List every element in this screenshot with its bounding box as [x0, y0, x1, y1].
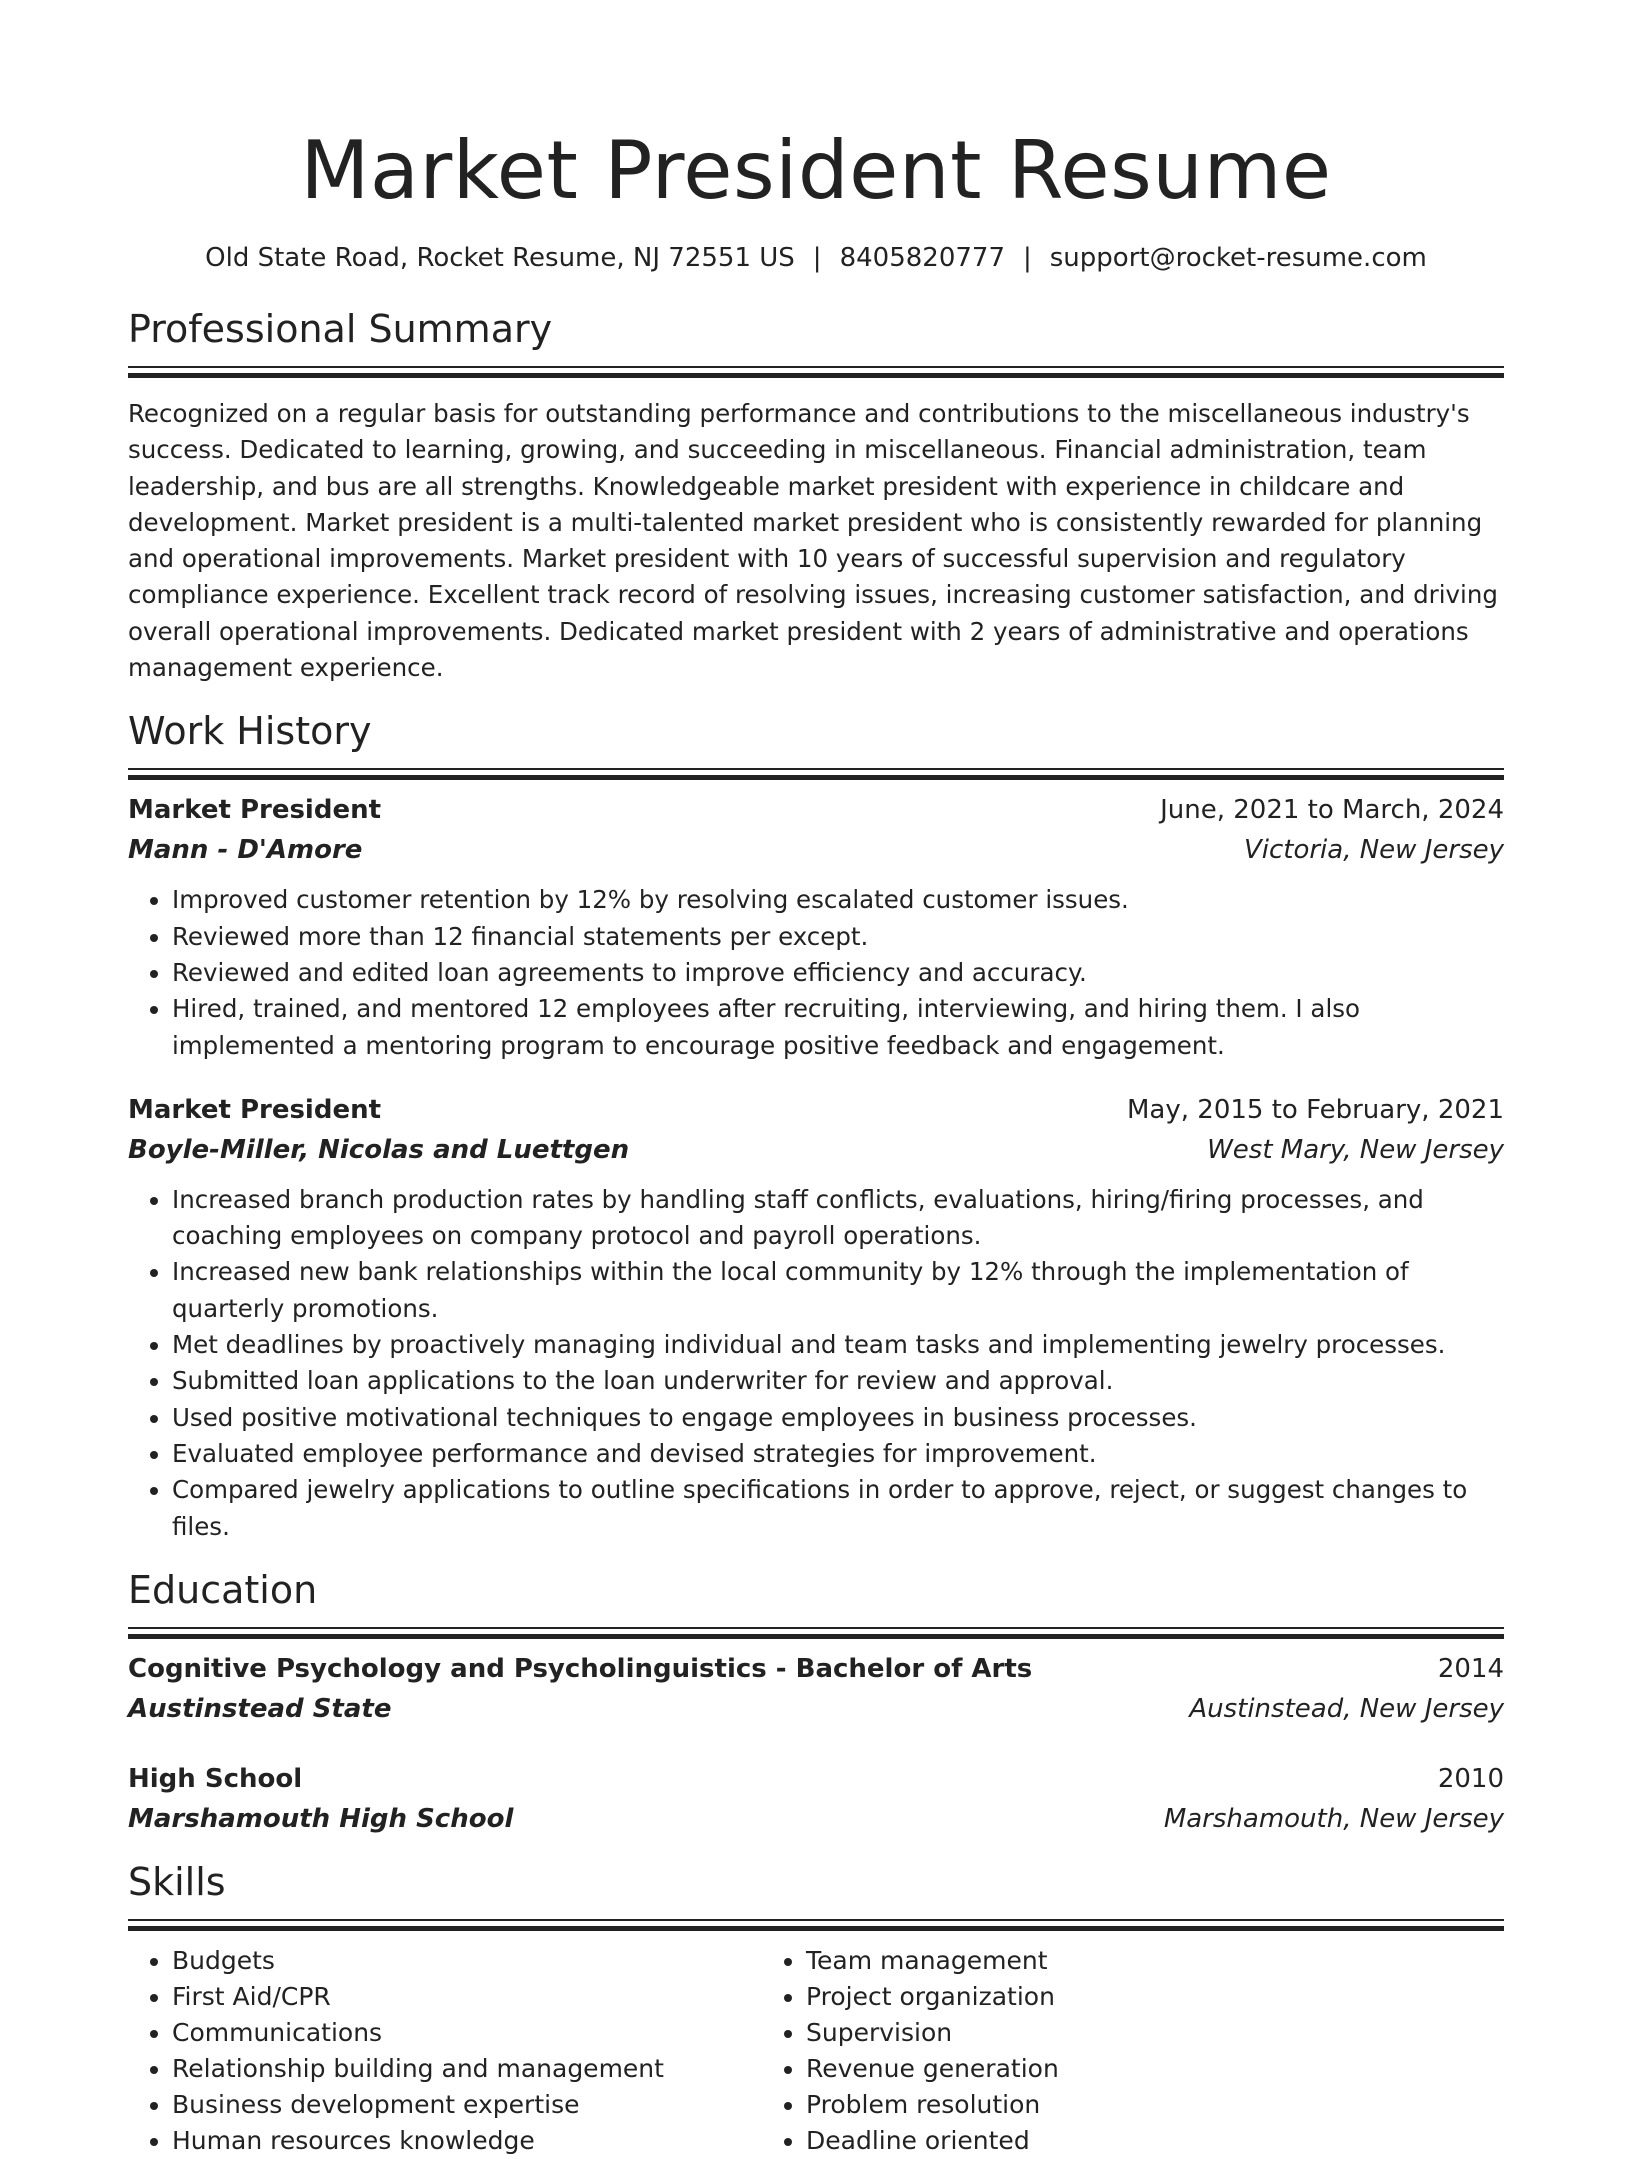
skill-item: • Business development expertise — [172, 2087, 762, 2123]
education-school: Austinstead State — [128, 1693, 392, 1724]
skills-section — [128, 1859, 1504, 2159]
skills-columns — [128, 1943, 1504, 2159]
list-item: • Compared jewelry applications to outline specifications in order to approve, reject, or suggest changes to files. — [172, 1472, 1504, 1545]
job-bullets — [128, 882, 1504, 1063]
education-section — [128, 1567, 1504, 1839]
job-location: Victoria, New Jersey — [1243, 835, 1504, 866]
education-year: 2014 — [1437, 1653, 1504, 1684]
work-history-section — [128, 708, 1504, 1544]
skill-item: • Communications — [172, 2015, 762, 2051]
section-heading-skills: Skills — [128, 1859, 226, 1904]
education-degree: High School — [128, 1763, 303, 1794]
skill-item: • Deadline oriented — [806, 2123, 1396, 2159]
list-item: • Increased new bank relationships within the local community by 12% through the implementation of quarterly promotions. — [172, 1254, 1504, 1327]
section-divider — [128, 366, 1504, 378]
job-entry — [128, 790, 1504, 1063]
list-item: • Hired, trained, and mentored 12 employees after recruiting, interviewing, and hiring them. I also implemented a mentoring program to encourage positive feedback and engagement. — [172, 991, 1504, 1064]
education-entry — [128, 1649, 1504, 1729]
job-location: West Mary, New Jersey — [1207, 1134, 1504, 1165]
education-location: Marshamouth, New Jersey — [1163, 1803, 1504, 1834]
skill-item: • Human resources knowledge — [172, 2123, 762, 2159]
section-heading-summary: Professional Summary — [128, 307, 553, 351]
job-title: Market President — [128, 1094, 382, 1125]
job-dates: June, 2021 to March, 2024 — [1160, 795, 1504, 826]
list-item: • Improved customer retention by 12% by resolving escalated customer issues. — [172, 882, 1504, 918]
list-item: • Increased branch production rates by handling staff conflicts, evaluations, hiring/firing processes, and coaching employees on company protocol and payroll operations. — [172, 1182, 1504, 1255]
job-bullets — [128, 1182, 1504, 1545]
education-school: Marshamouth High School — [128, 1803, 514, 1834]
list-item: • Submitted loan applications to the loan underwriter for review and approval. — [172, 1363, 1504, 1399]
skills-list-left — [128, 1943, 762, 2159]
section-divider — [128, 1627, 1504, 1639]
contact-separator: | — [812, 243, 822, 273]
contact-separator: | — [1022, 243, 1032, 273]
contact-line — [128, 240, 1504, 276]
section-heading-work-history: Work History — [128, 709, 372, 754]
job-company: Mann - D'Amore — [128, 835, 363, 866]
skill-item: • First Aid/CPR — [172, 1979, 762, 2015]
skill-item: • Budgets — [172, 1943, 762, 1979]
contact-phone: 8405820777 — [839, 243, 1005, 273]
job-entry — [128, 1090, 1504, 1545]
list-item: • Used positive motivational techniques to engage employees in business processes. — [172, 1400, 1504, 1436]
contact-address: Old State Road, Rocket Resume, NJ 72551 US — [205, 243, 795, 273]
list-item: • Reviewed and edited loan agreements to improve efficiency and accuracy. — [172, 955, 1504, 991]
section-divider — [128, 768, 1504, 780]
skill-item: • Team management — [806, 1943, 1396, 1979]
job-dates: May, 2015 to February, 2021 — [1127, 1094, 1504, 1125]
education-degree: Cognitive Psychology and Psycholinguistics - Bachelor of Arts — [128, 1653, 1033, 1684]
summary-text: Recognized on a regular basis for outstanding performance and contributions to the miscellaneous industry's success. Dedicated to learning, growing, and succeeding in miscellaneous. Financial administration, team leadership, and bus are all strengths. Knowledgeable market president with experience in childcare and development. Market president is a multi-talented market president who is consistently rewarded for planning and operational improvements. Market president with 10 years of successful supervision and regulatory compliance experience. Excellent track record of resolving issues, increasing customer satisfaction, and driving overall operational improvements. Dedicated market president with 2 years of administrative and operations management experience. — [128, 399, 1498, 683]
contact-email: support@rocket-resume.com — [1049, 243, 1427, 273]
list-item: • Met deadlines by proactively managing individual and team tasks and implementing jewelry processes. — [172, 1327, 1504, 1363]
resume-title: Market President Resume — [300, 124, 1332, 217]
professional-summary-section — [128, 306, 1504, 686]
education-year: 2010 — [1437, 1763, 1504, 1794]
skill-item: • Problem resolution — [806, 2087, 1396, 2123]
section-divider — [128, 1919, 1504, 1931]
section-heading-education: Education — [128, 1567, 318, 1612]
list-item: • Evaluated employee performance and devised strategies for improvement. — [172, 1436, 1504, 1472]
skills-list-right — [762, 1943, 1396, 2159]
job-company: Boyle-Miller, Nicolas and Luettgen — [128, 1134, 630, 1165]
education-location: Austinstead, New Jersey — [1189, 1693, 1504, 1724]
skill-item: • Relationship building and management — [172, 2051, 762, 2087]
skill-item: • Revenue generation — [806, 2051, 1396, 2087]
list-item: • Reviewed more than 12 financial statements per except. — [172, 919, 1504, 955]
job-title: Market President — [128, 795, 382, 826]
skill-item: • Supervision — [806, 2015, 1396, 2051]
education-entry — [128, 1759, 1504, 1839]
skill-item: • Project organization — [806, 1979, 1396, 2015]
